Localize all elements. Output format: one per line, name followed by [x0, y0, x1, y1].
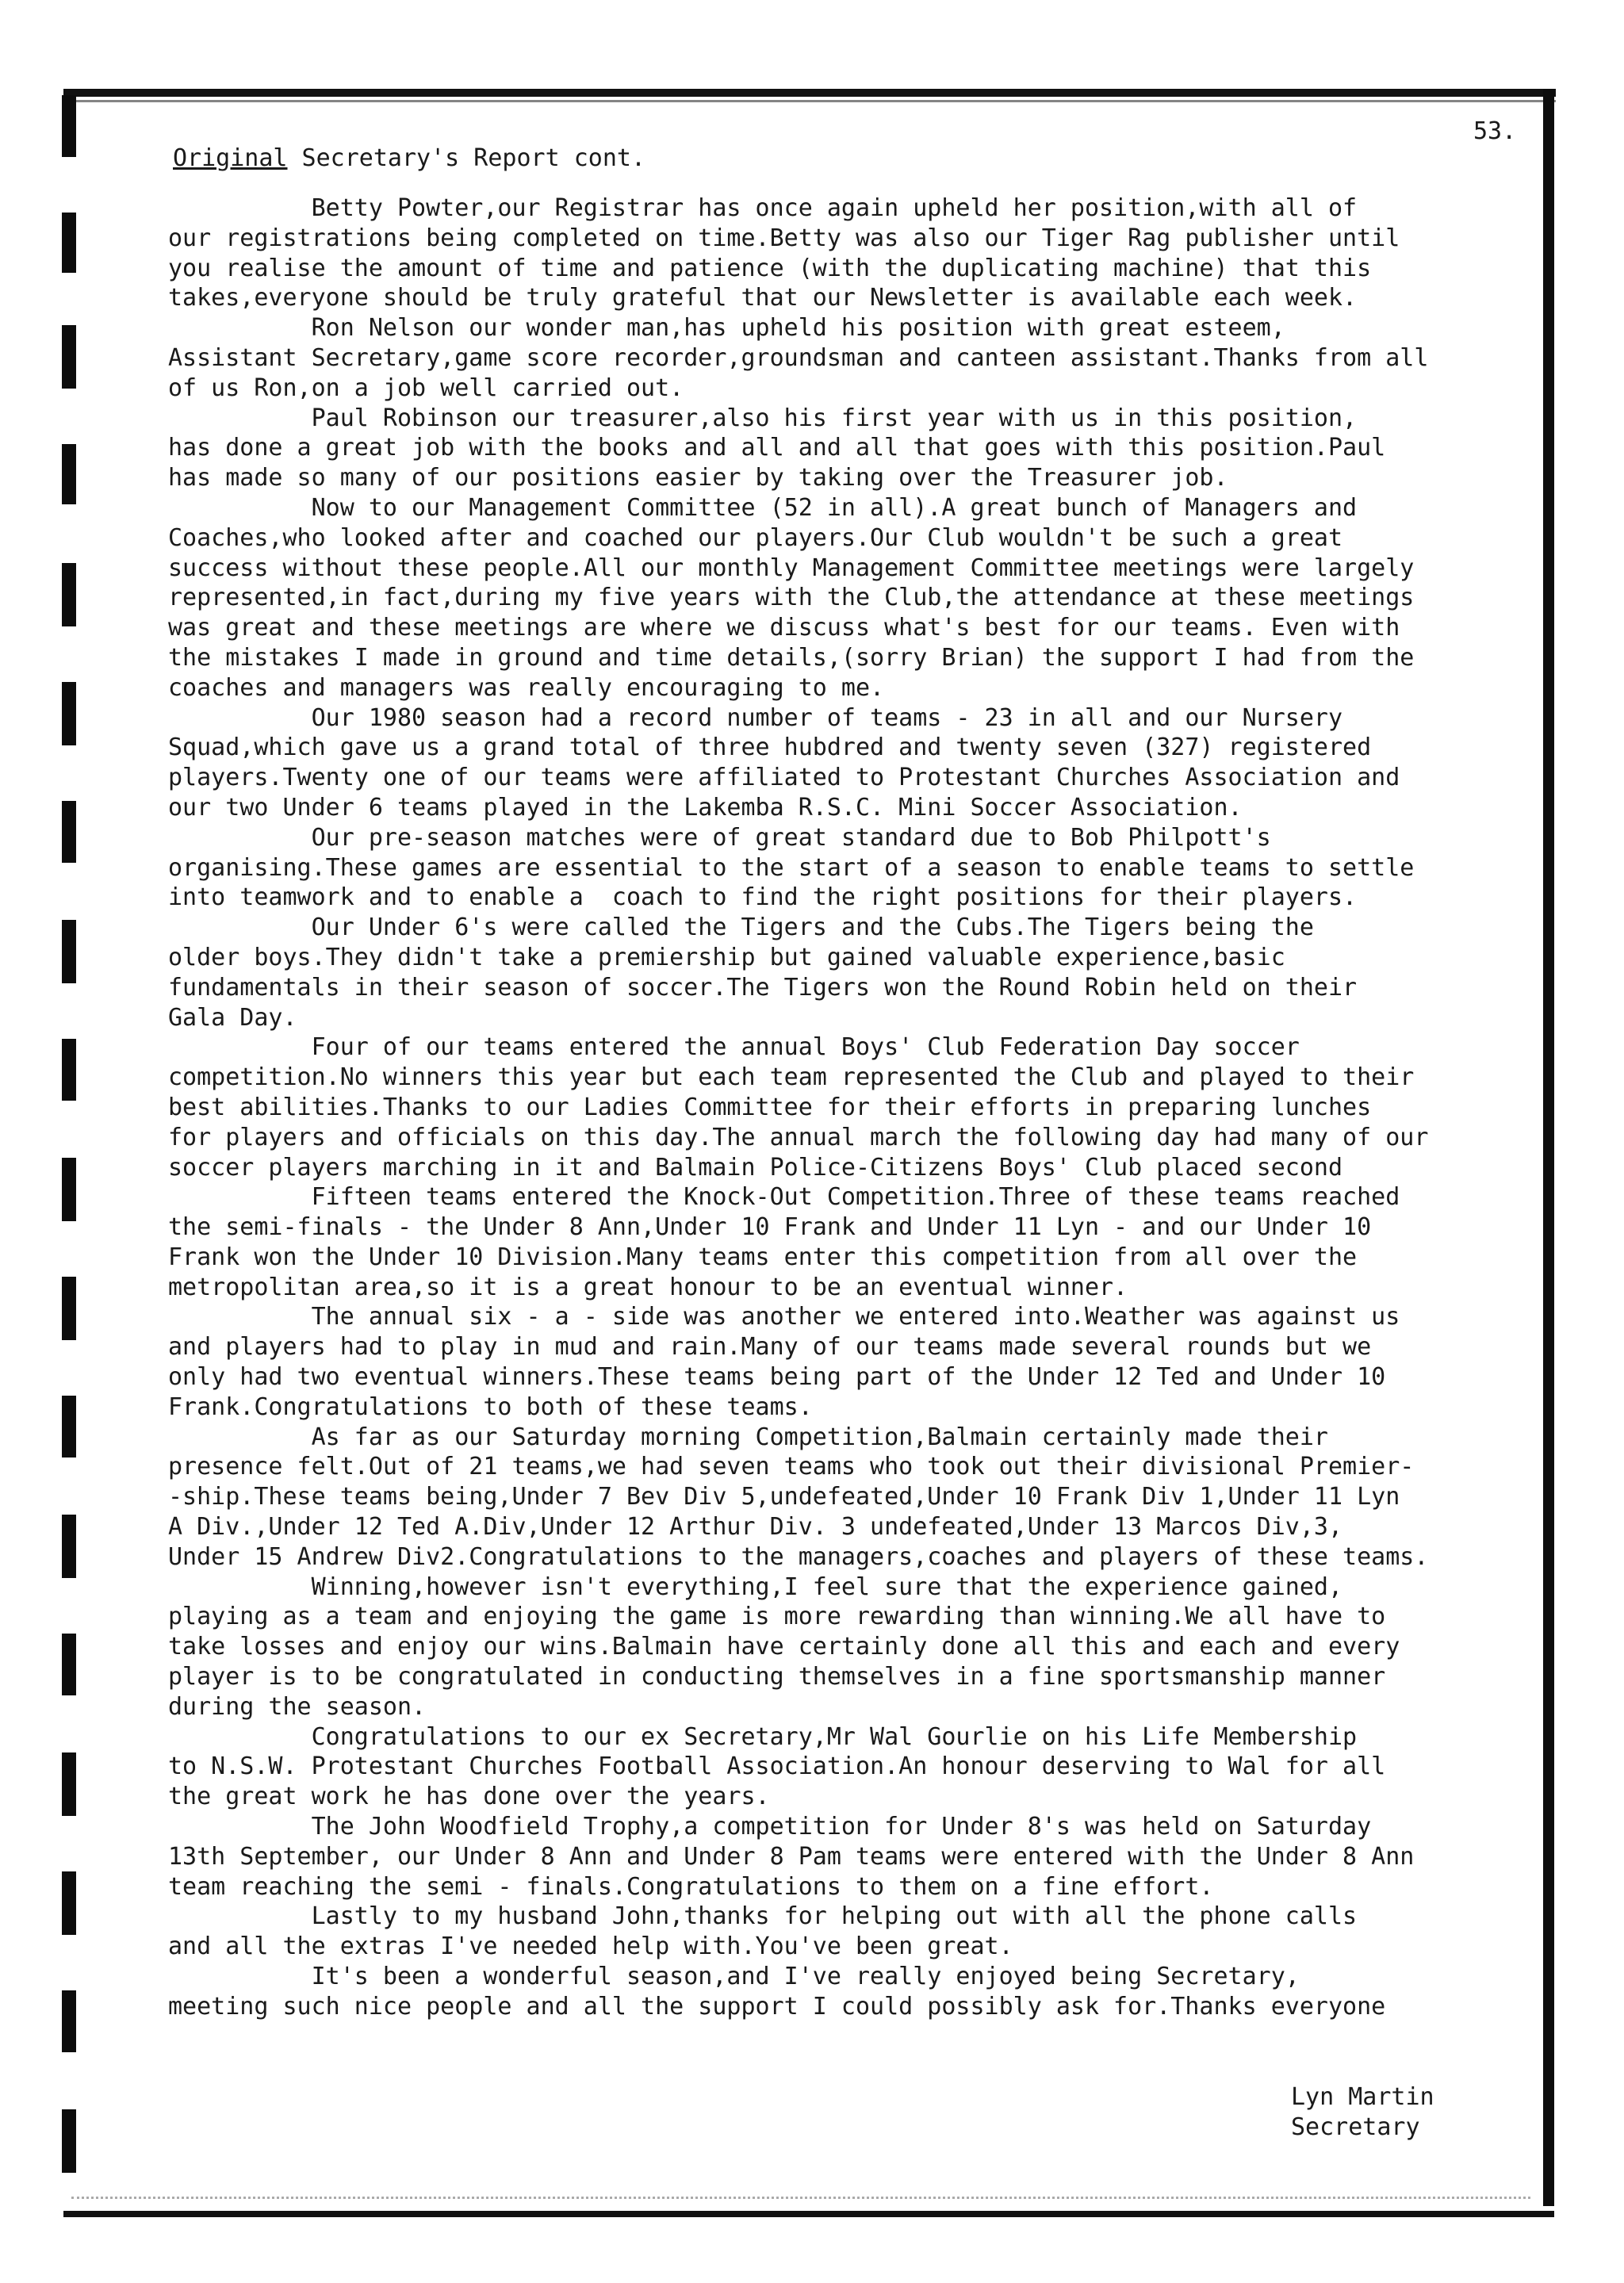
- body-line: Winning,however isn't everything,I feel sure that the experience gained,: [168, 1572, 1343, 1601]
- binding-mark: [62, 1277, 76, 1340]
- binding-mark: [62, 1158, 76, 1221]
- page-title: [173, 144, 645, 172]
- body-line: Frank.Congratulations to both of these teams.: [168, 1392, 813, 1421]
- page-number: 53.: [1473, 117, 1517, 145]
- title-underlined-word: Original: [173, 144, 288, 172]
- body-line: Frank won the Under 10 Division.Many teams enter this competition from all over the: [168, 1243, 1358, 1271]
- body-line: players.Twenty one of our teams were affiliated to Protestant Churches Association and: [168, 764, 1400, 792]
- body-line: to N.S.W. Protestant Churches Football Association.An honour deserving to Wal for all: [168, 1752, 1386, 1781]
- body-line: Betty Powter,our Registrar has once again upheld her position,with all of: [168, 194, 1358, 222]
- top-border-rule-thin: [63, 100, 1556, 102]
- binding-mark: [62, 1039, 76, 1101]
- body-line: during the season.: [168, 1692, 427, 1721]
- body-line: Paul Robinson our treasurer,also his first year with us in this position,: [168, 404, 1358, 432]
- left-binding-marks: [62, 95, 78, 2236]
- binding-mark: [62, 325, 76, 389]
- body-line: Coaches,who looked after and coached our players.Our Club wouldn't be such a great: [168, 523, 1343, 552]
- body-line: of us Ron,on a job well carried out.: [168, 373, 684, 402]
- body-line: Our pre-season matches were of great standard due to Bob Philpott's: [168, 823, 1271, 852]
- body-line: you realise the amount of time and patience (with the duplicating machine) that this: [168, 254, 1372, 282]
- bottom-border-rule: [63, 2211, 1554, 2217]
- body-line: player is to be congratulated in conducting themselves in a fine sportsmanship manner: [168, 1663, 1386, 1691]
- body-line: best abilities.Thanks to our Ladies Committee for their efforts in preparing lunches: [168, 1093, 1372, 1121]
- body-line: Lastly to my husband John,thanks for helping out with all the phone calls: [168, 1902, 1358, 1931]
- body-line: Gala Day.: [168, 1003, 297, 1032]
- report-body: [168, 193, 1532, 2022]
- binding-mark: [62, 1396, 76, 1458]
- body-line: the great work he has done over the years.: [168, 1783, 770, 1811]
- title-rest: Secretary's Report cont.: [287, 144, 646, 172]
- binding-mark: [62, 1634, 76, 1695]
- body-line: into teamwork and to enable a coach to find the right positions for their players.: [168, 883, 1358, 912]
- body-line: and players had to play in mud and rain.Many of our teams made several rounds but we: [168, 1333, 1372, 1362]
- top-border-rule: [63, 89, 1556, 97]
- binding-mark: [62, 801, 76, 863]
- body-line: presence felt.Out of 21 teams,we had seven teams who took out their divisional Premier-: [168, 1453, 1415, 1481]
- body-line: Ron Nelson our wonder man,has upheld his position with great esteem,: [168, 314, 1285, 343]
- body-line: represented,in fact,during my five years with the Club,the attendance at these meetings: [168, 584, 1415, 612]
- body-line: As far as our Saturday morning Competition,Balmain certainly made their: [168, 1423, 1328, 1451]
- body-line: takes,everyone should be truly grateful that our Newsletter is available each week.: [168, 284, 1358, 312]
- body-line: older boys.They didn't take a premiership but gained valuable experience,basic: [168, 943, 1285, 971]
- body-line: -ship.These teams being,Under 7 Bev Div 5,undefeated,Under 10 Frank Div 1,Under 11 Lyn: [168, 1483, 1400, 1511]
- binding-mark: [62, 1990, 76, 2052]
- binding-mark: [62, 1871, 76, 1935]
- body-line: competition.No winners this year but each team represented the Club and played to their: [168, 1063, 1415, 1092]
- binding-mark: [62, 563, 76, 626]
- binding-mark: [62, 95, 76, 157]
- binding-mark: [62, 1752, 76, 1816]
- body-line: The John Woodfield Trophy,a competition for Under 8's was held on Saturday: [168, 1813, 1372, 1841]
- body-line: meeting such nice people and all the support I could possibly ask for.Thanks everyone: [168, 1992, 1386, 2021]
- binding-mark: [62, 444, 76, 504]
- binding-mark: [62, 1515, 76, 1578]
- signature-block: [1291, 2082, 1434, 2143]
- body-line: Four of our teams entered the annual Boys' Club Federation Day soccer: [168, 1033, 1300, 1062]
- body-line: Assistant Secretary,game score recorder,groundsman and canteen assistant.Thanks from all: [168, 343, 1429, 372]
- body-line: success without these people.All our monthly Management Committee meetings were largely: [168, 554, 1415, 582]
- body-line: was great and these meetings are where we discuss what's best for our teams. Even with: [168, 614, 1400, 642]
- body-line: our two Under 6 teams played in the Lakemba R.S.C. Mini Soccer Association.: [168, 793, 1243, 822]
- binding-mark: [62, 213, 76, 273]
- binding-mark: [62, 2109, 76, 2173]
- body-line: Now to our Management Committee (52 in all).A great bunch of Managers and: [168, 493, 1358, 522]
- binding-mark: [62, 920, 76, 983]
- body-line: our registrations being completed on time.Betty was also our Tiger Rag publisher until: [168, 224, 1400, 252]
- body-line: 13th September, our Under 8 Ann and Under 8 Pam teams were entered with the Under 8 Ann: [168, 1842, 1415, 1871]
- right-border-rule: [1543, 89, 1554, 2206]
- body-line: Congratulations to our ex Secretary,Mr Wal Gourlie on his Life Membership: [168, 1722, 1358, 1751]
- signature-name: Lyn Martin: [1291, 2083, 1434, 2111]
- body-line: The annual six - a - side was another we entered into.Weather was against us: [168, 1303, 1400, 1331]
- body-line: Our Under 6's were called the Tigers and the Cubs.The Tigers being the: [168, 914, 1314, 942]
- body-line: for players and officials on this day.The annual march the following day had many of our: [168, 1123, 1429, 1151]
- bottom-speckle: [71, 2197, 1530, 2208]
- body-line: the semi-finals - the Under 8 Ann,Under 10 Frank and Under 11 Lyn - and our Under 10: [168, 1213, 1372, 1242]
- body-line: Under 15 Andrew Div2.Congratulations to the managers,coaches and players of these teams.: [168, 1542, 1429, 1571]
- body-line: metropolitan area,so it is a great honour to be an eventual winner.: [168, 1273, 1128, 1301]
- body-line: soccer players marching in it and Balmain Police-Citizens Boys' Club placed second: [168, 1153, 1343, 1182]
- body-line: and all the extras I've needed help with.You've been great.: [168, 1933, 1013, 1961]
- body-line: only had two eventual winners.These teams being part of the Under 12 Ted and Under 10: [168, 1363, 1386, 1392]
- body-line: Our 1980 season had a record number of teams - 23 in all and our Nursery: [168, 703, 1343, 732]
- body-line: team reaching the semi - finals.Congratulations to them on a fine effort.: [168, 1872, 1214, 1901]
- body-line: Fifteen teams entered the Knock-Out Competition.Three of these teams reached: [168, 1183, 1400, 1212]
- body-line: fundamentals in their season of soccer.The Tigers won the Round Robin held on their: [168, 973, 1358, 1002]
- signature-role: Secretary: [1291, 2113, 1420, 2141]
- body-line: has done a great job with the books and all and all that goes with this position.Paul: [168, 434, 1386, 462]
- body-line: has made so many of our positions easier by taking over the Treasurer job.: [168, 464, 1228, 492]
- binding-mark: [62, 682, 76, 745]
- body-line: organising.These games are essential to the start of a season to enable teams to settle: [168, 853, 1415, 882]
- body-line: playing as a team and enjoying the game is more rewarding than winning.We all have to: [168, 1603, 1386, 1631]
- body-line: take losses and enjoy our wins.Balmain have certainly done all this and each and every: [168, 1633, 1400, 1661]
- body-line: A Div.,Under 12 Ted A.Div,Under 12 Arthur Div. 3 undefeated,Under 13 Marcos Div,3,: [168, 1513, 1343, 1542]
- body-line: coaches and managers was really encouraging to me.: [168, 673, 885, 702]
- body-line: the mistakes I made in ground and time details,(sorry Brian) the support I had from the: [168, 643, 1415, 672]
- body-line: Squad,which gave us a grand total of three hubdred and twenty seven (327) registered: [168, 734, 1372, 762]
- body-line: It's been a wonderful season,and I've really enjoyed being Secretary,: [168, 1963, 1300, 1991]
